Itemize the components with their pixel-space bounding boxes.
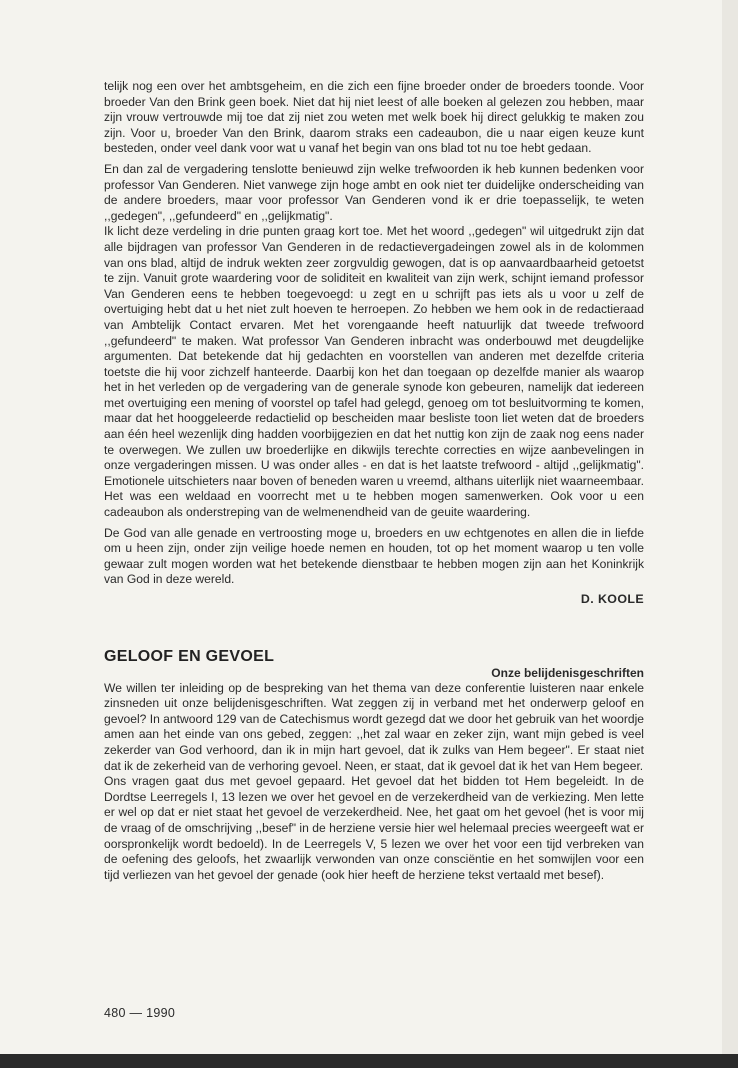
article-body — [104, 79, 644, 883]
page-number: 480 — 1990 — [104, 1006, 176, 1020]
paragraph: De God van alle genade en vertroosting moge u, broeders en uw echtgenotes en allen die in liefde om u heen zijn, onder zijn veilige hoede nemen en houden, tot op het moment waarop u ten volle gewaar zult mogen worden wat het betekende dienstbaar te hebben mogen zijn aan het Koninkrijk van God in deze wereld. — [104, 525, 644, 587]
page-edge — [722, 0, 738, 1068]
author-signature: D. KOOLE — [580, 592, 644, 606]
paragraph: Ik licht deze verdeling in drie punten graag kort toe. Met het woord ,,gedegen" wil uitgedrukt zijn dat alle bijdragen van professor Van Genderen in de redactievergadeingen zowel als in de kolommen van ons blad, altijd de indruk wekten zeer zorgvuldig gewogen, dat is op aanvaardbaarheid getoetst te zijn. Vanuit grote waardering voor de soliditeit en kwaliteit van zijn werk, schijnt iemand professor Van Genderen eens te hebben toegevoegd: u zegt en u schrijft pas iets als u voor u zelf de overtuiging hebt dat u het niet zult hoeven te herroepen. Zo hebben we hem ook in de redactieraad van Ambtelijk Contact ervaren. Met het vorengaande heeft natuurlijk dat tweede trefwoord ,,gefundeerd" te maken. Wat professor Van Genderen inbracht was onderbouwd met deugdelijke argumenten. Dat betekende dat hij gedachten en voorstellen van anderen met dezelfde criteria toetste die hij voor zichzelf hanteerde. Daarbij kon het dan toegaan op dezelfde manier als waarop het in het verleden op de vergadering van de generale synode kon gebeuren, namelijk dat iedereen met overtuiging een mening of voorstel op tafel had gelegd, genoeg om tot besluitvorming te komen, maar dat het hooggeleerde redactielid op bescheiden maar besliste toon liet weten dat de broeders aan één heel wezenlijk ding hadden voorbijgezien en dat het nuttig kon zijn de zaak nog eens nader te overwegen. We zullen uw broederlijke en dikwijls terechte correcties en wijze aanbevelingen in onze vergaderingen missen. U was onder alles - en dat is het laatste trefwoord - altijd ,,gelijkmatig". Emotionele uitschieters naar boven of beneden waren u vreemd, althans uiterlijk niet waarneembaar. Het was een weldaad en voorrecht met u te hebben mogen samenwerken. Ook voor u een cadeaubon als onderstreping van de welmenendheid van de geuite waardering. — [104, 224, 644, 520]
paragraph: Ons vragen gaat dus met gevoel gepaard. Het gevoel dat het bidden tot Hem begeleidt. In de Dordtse Leerregels I, 13 lezen we over het gevoel en de verzekerdheid van de verkiezing. Men lette er wel op dat er niet staat het gevoel de verzekerdheid. Nee, het gaat om het gevoel (het is voor mij de vraag of de omschrijving ,,besef" in de herziene versie hier wel helemaal precies weergeeft wat er oorspronkelijk wordt bedoeld). In de Leerregels V, 5 lezen we over het voor een tijd verbreken van de oefening des geloofs, het zwaarlijk verwonden van onze consciëntie en het somwijlen voor een tijd verliezen van het gevoel der genade (ook hier heeft de herziene tekst vertaald met besef). — [104, 774, 644, 882]
section-title: GELOOF EN GEVOEL — [104, 647, 275, 665]
page-shadow — [0, 1054, 738, 1068]
paragraph: En dan zal de vergadering tenslotte benieuwd zijn welke trefwoorden ik heb kunnen bedenken voor professor Van Genderen. Niet vanwege zijn hoge ambt en ook niet ter duidelijke onderscheiding van de andere broeders, maar voor professor Van Genderen vond ik er drie toepasselijk, te weten ,,gedegen", ,,gefundeerd" en ,,gelijkmatig". — [104, 161, 644, 223]
section-subtitle: Onze belijdenisgeschriften — [491, 665, 644, 680]
paragraph: telijk nog een over het ambtsgeheim, en die zich een fijne broeder onder de broeders toonde. Voor broeder Van den Brink geen boek. Niet dat hij niet leest of alle boeken al gelezen zou hebben, maar zijn vrouw vertrouwde mij toe dat zij niet zou weten met welk boek hij direct gelukkig te maken zou zijn. Voor u, broeder Van den Brink, daarom straks een cadeaubon, die u naar eigen keuze kunt besteden, onder veel dank voor wat u vanaf het begin van ons blad tot nu toe hebt gedaan. — [104, 79, 644, 156]
paragraph: We willen ter inleiding op de bespreking van het thema van deze conferentie luisteren naar enkele zinsneden uit onze belijdenisgeschriften. Wat zeggen zij in verband met het onderwerp geloof en gevoel? In antwoord 129 van de Catechismus wordt gezegd dat we door het gebruik van het woordje amen aan het einde van ons gebed, zeggen: ,,het zal waar en zeker zijn, want mijn gebed is veel zekerder van God verhoord, dan ik in mijn hart gevoel, dat ik zulks van Hem begeer". Er staat niet dat ik de zekerheid van de verhoring gevoel. Neen, er staat, dat ik gevoel dat ik het van Hem begeer. — [104, 680, 644, 773]
